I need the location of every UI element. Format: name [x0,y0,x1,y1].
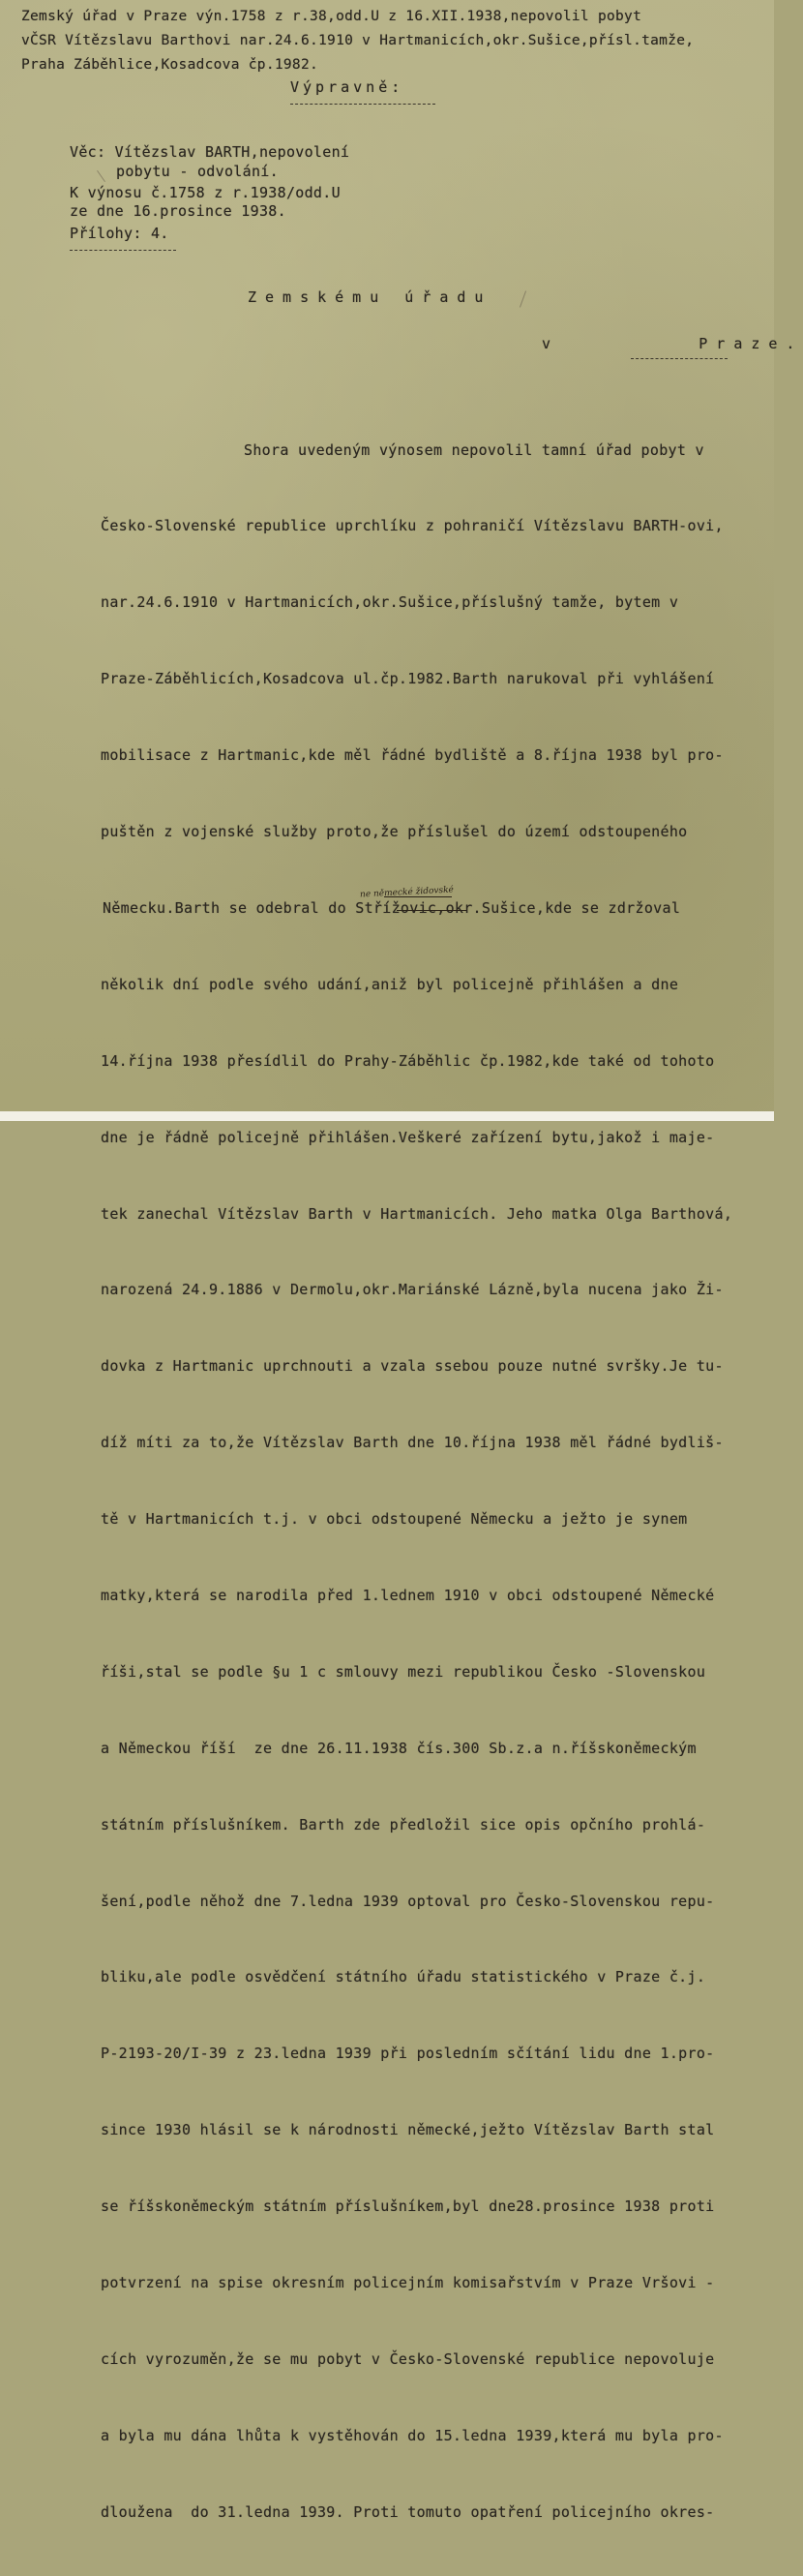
addressee-line-1: Zemskému úřadu [248,288,492,306]
addressee-line-2: v Praze. [542,335,803,352]
body-paragraph [101,386,732,2576]
reference-block [70,184,341,221]
body-line: matky,která se narodila před 1.lednem 1910 v obci odstoupené Německé [101,1586,715,1604]
document-title: Výpravně: [290,78,404,96]
body-line: dloužena do 31.ledna 1939. Proti tomuto opatření policejního okres- [101,2502,715,2521]
strikethrough-mark [397,910,466,911]
handwritten-note: ne německé židovské [359,885,455,900]
body-line: puštěn z vojenské služby proto,že příslušel do území odstoupeného [101,823,688,841]
body-line: potvrzení na spise okresním policejním komisařstvím v Praze Vršovi - [101,2273,715,2291]
body-line: a byla mu dána lhůta k vystěhován do 15.ledna 1939,která mu byla pro- [101,2426,724,2444]
body-line: dne je řádně policejně přihlášen.Veškeré zařízení bytu,jakož i maje- [101,1128,715,1146]
header-line-1: Zemský úřad v Praze výn.1758 z r.38,odd.U z 16.XII.1938,nepovolil pobyt [21,9,642,24]
subject-line-2: pobytu - odvolání. [116,163,279,180]
body-line: tek zanechal Vítězslav Barth v Hartmanicích. Jeho matka Olga Barthová, [101,1204,733,1223]
body-line: cích vyrozuměn,že se mu pobyt v Česko-Slovenské republice nepovoluje [101,2349,715,2368]
pencil-mark [520,290,526,307]
body-line: šení,podle něhož dne 7.ledna 1939 optoval pro Česko-Slovenskou repu- [101,1892,715,1910]
body-line: Německu.Barth se odebral do Střížovic,okr.Sušice,kde se zdržoval [103,898,681,917]
body-line: státním příslušníkem. Barth zde předložil sice opis opčního prohlá- [101,1815,706,1834]
body-line: díž míti za to,že Vítězslav Barth dne 10.října 1938 měl řádné bydliš- [101,1434,724,1452]
body-line: Shora uvedeným výnosem nepovolil tamní úřad pobyt v [244,440,704,459]
reference-line-1: K výnosu č.1758 z r.1938/odd.U [70,184,341,201]
body-line: Praze-Záběhlicích,Kosadcova ul.čp.1982.Barth narukoval při vyhlášení [101,670,715,688]
body-line: několik dní podle svého udání,aniž byl policejně přihlášen a dne [101,975,679,993]
body-line: tě v Hartmanicích t.j. v obci odstoupené Německu a ježto je synem [101,1510,688,1529]
body-line: narozená 24.9.1886 v Dermolu,okr.Mariánské Lázně,byla nucena jako Ži- [101,1281,724,1299]
body-line: bliku,ale podle osvědčení státního úřadu statistického v Praze č.j. [101,1968,706,1986]
header-block [21,5,694,77]
attachments-rule [70,250,176,251]
body-line: 14.října 1938 přesídlil do Prahy-Záběhlic čp.1982,kde také od tohoto [101,1051,715,1070]
body-line: since 1930 hlásil se k národnosti německé,ježto Vítězslav Barth stal [101,2121,715,2139]
body-line: říši,stal se podle §u 1 c smlouvy mezi republikou Česko -Slovenskou [101,1662,706,1681]
body-line: dovka z Hartmanic uprchnouti a vzala ssebou pouze nutné svršky.Je tu- [101,1357,724,1376]
header-line-3: Praha Záběhlice,Kosadcova čp.1982. [21,57,319,73]
header-line-2: vČSR Vítězslavu Barthovi nar.24.6.1910 v Hartmanicích,okr.Sušice,přísl.tamže, [21,33,695,48]
addressee-underline [631,358,728,359]
body-line: nar.24.6.1910 v Hartmanicích,okr.Sušice,příslušný tamže, bytem v [101,593,679,612]
attachments-line: Přílohy: 4. [70,225,169,242]
title-underline [290,104,435,105]
body-line: Česko-Slovenské republice uprchlíku z pohraničí Vítězslavu BARTH-ovi, [101,517,724,535]
body-line: mobilisace z Hartmanic,kde měl řádné bydliště a 8.října 1938 byl pro- [101,746,724,765]
reference-line-2: ze dne 16.prosince 1938. [70,202,286,220]
subject-line-1: Věc: Vítězslav BARTH,nepovolení [70,143,350,161]
body-line: P-2193-20/I-39 z 23.ledna 1939 při posledním sčítání lidu dne 1.pro- [101,2045,715,2063]
subject-block [70,142,349,181]
paper-edge [0,1111,774,1121]
body-line: se říšskoněmeckým státním příslušníkem,byl dne28.prosince 1938 proti [101,2197,715,2216]
body-line: a Německou říší ze dne 26.11.1938 čís.300 Sb.z.a n.říšskoněmeckým [101,1739,697,1757]
